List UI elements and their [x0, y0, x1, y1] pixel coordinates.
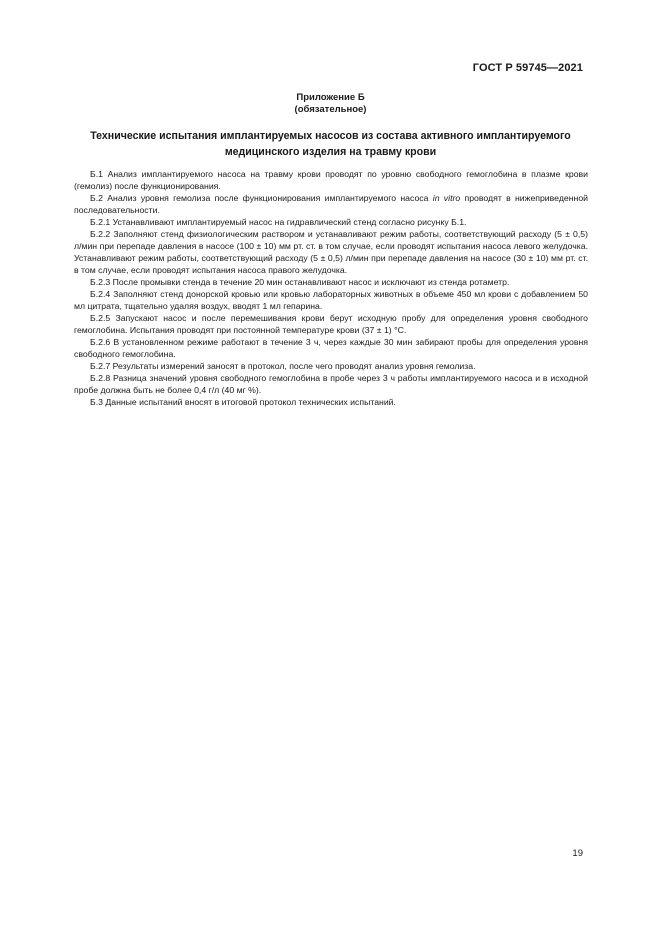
paragraph-b2-7: Б.2.7 Результаты измерений заносят в протокол, после чего проводят анализ уровня гемолиза.	[90, 361, 476, 371]
paragraph-b2-3: Б.2.3 После промывки стенда в течение 20 мин останавливают насос и исключают из стенда ротаметр.	[90, 277, 510, 287]
paragraph-b2-5: Б.2.5 Запускают насос и после перемешивания крови берут исходную пробу для определения уровня свободного гемоглобина. Испытания проводят при постоянной температуре крови (37 ± 1) °С.	[74, 313, 588, 335]
page-number: 19	[572, 848, 583, 859]
section-title-line-1: Технические испытания имплантируемых насосов из состава активного имплантируемого	[90, 130, 571, 142]
paragraph-b2-2: Б.2.2 Заполняют стенд физиологическим раствором и устанавливают режим работы, соответствующий расходу (5 ± 0,5) л/мин при перепаде давления в насосе (100 ± 10) мм рт. ст. в том случае, если проводят испытания насоса левого желудочка. Устанавливают режим работы, соответствующий расходу (5 ± 0,5) л/мин при перепаде давления на насосе (30 ± 10) мм рт. ст. в том случае, если проводят испытания насоса правого желудочка.	[74, 229, 588, 275]
paragraph-b2-8: Б.2.8 Разница значений уровня свободного гемоглобина в пробе через 3 ч работы имплантируемого насоса и в исходной пробе должна быть не более 0,4 г/л (40 мг %).	[74, 373, 588, 395]
standard-id: ГОСТ Р 59745—2021	[472, 62, 583, 74]
section-title	[48, 129, 613, 160]
appendix-status: (обязательное)	[294, 103, 367, 115]
paragraph-b3: Б.3 Данные испытаний вносят в итоговой протокол технических испытаний.	[90, 397, 396, 407]
paragraph-b2-end: проводят в нижеприведенной последовательности.	[74, 193, 589, 215]
appendix-label: Приложение Б	[296, 92, 365, 103]
body-text	[74, 168, 588, 408]
appendix-heading	[0, 92, 661, 115]
paragraph-b1: Б.1 Анализ имплантируемого насоса на травму крови проводят по уровню свободного гемоглобина в плазме крови (гемолиз) после функционирования.	[74, 169, 588, 191]
paragraph-b2-italic: in vitro	[432, 193, 461, 203]
paragraph-b2-6: Б.2.6 В установленном режиме работают в течение 3 ч, через каждые 30 мин забирают пробы для определения уровня свободного гемоглобина.	[74, 337, 588, 359]
paragraph-b2-1: Б.2.1 Устанавливают имплантируемый насос на гидравлический стенд согласно рисунку Б.1.	[90, 217, 467, 227]
paragraph-b2-4: Б.2.4 Заполняют стенд донорской кровью или кровью лабораторных животных в объеме 450 мл крови с добавлением 50 мл цитрата, тщательно удаляя воздух, вводят 1 мл гепарина.	[74, 289, 588, 311]
paragraph-b2	[74, 192, 588, 216]
section-title-line-2: медицинского изделия на травму крови	[224, 145, 437, 158]
paragraph-b2-start: Б.2 Анализ уровня гемолиза после функционирования имплантируемого насоса	[90, 193, 433, 203]
